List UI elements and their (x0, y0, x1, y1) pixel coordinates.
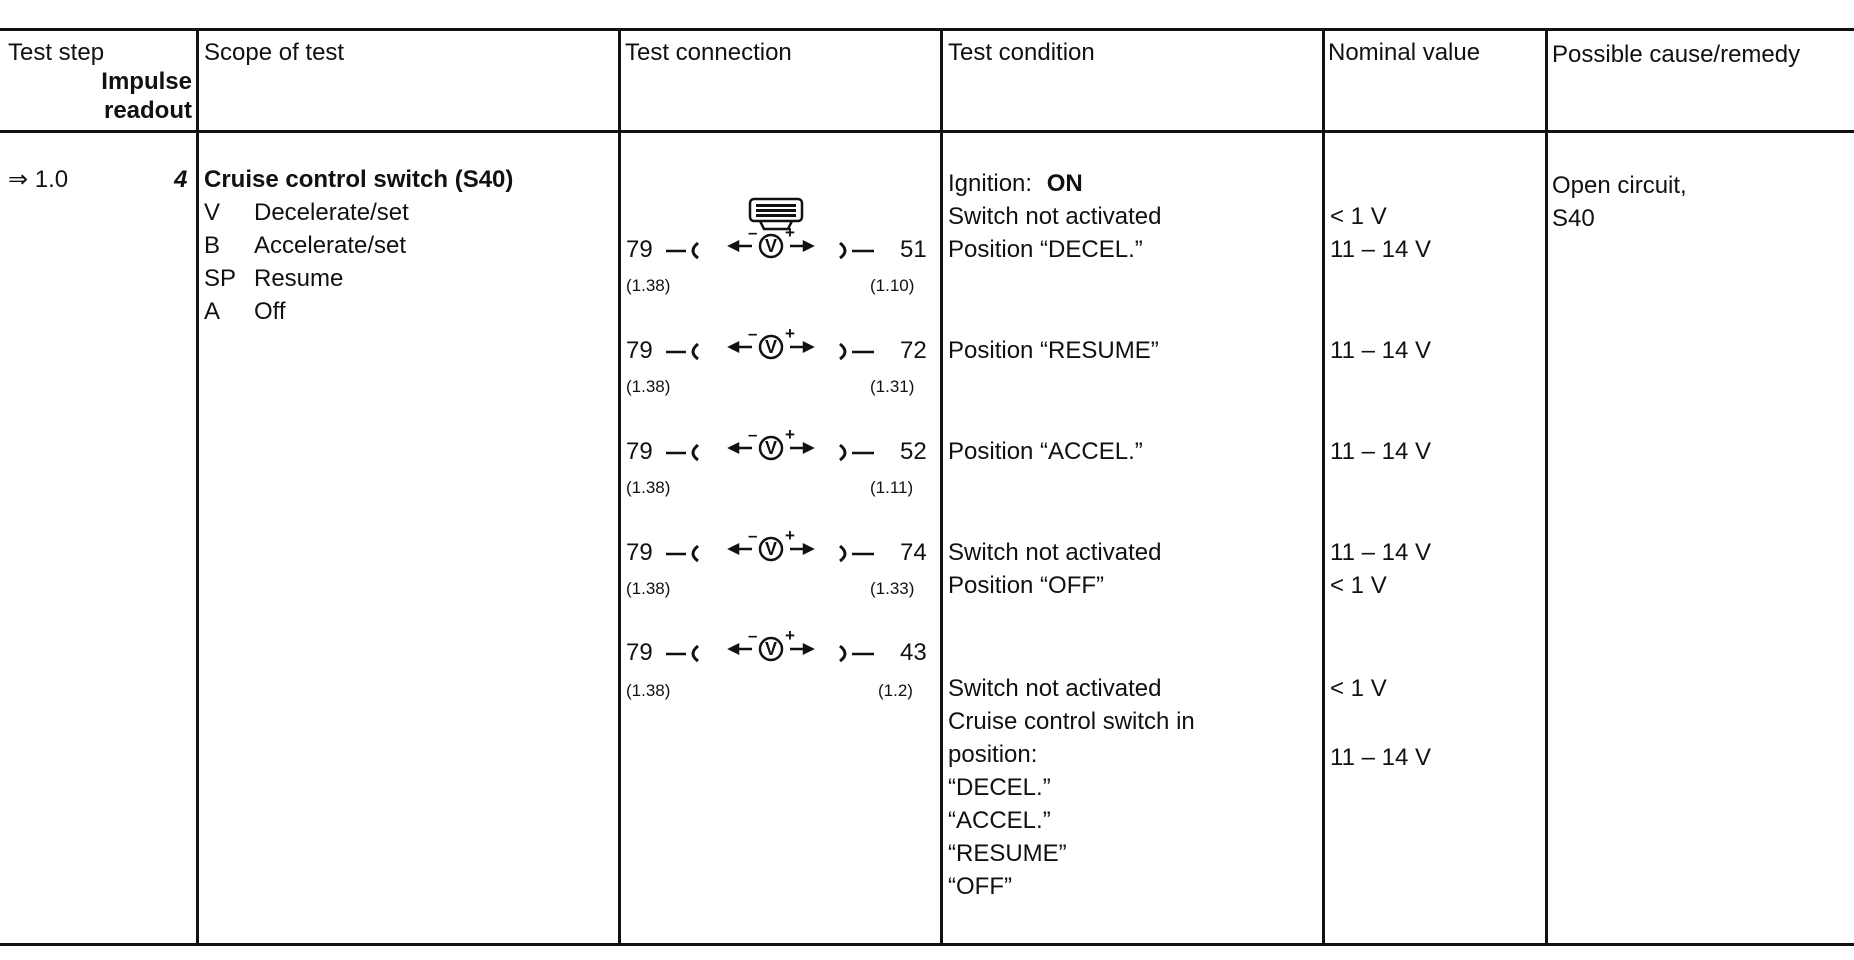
voltmeter-letter: V (765, 438, 778, 458)
voltmeter (726, 224, 816, 264)
ignition-condition (948, 168, 1083, 200)
remedy-line: Open circuit, (1552, 172, 1687, 199)
minus-sign: – (748, 324, 758, 343)
right-probe-icon (838, 641, 882, 665)
nominal-value: < 1 V (1330, 203, 1387, 230)
condition-line: position: (948, 741, 1038, 768)
nominal-value: 11 – 14 V (1330, 438, 1431, 465)
header-remedy: Possible cause/remedy (1552, 41, 1801, 68)
minus-sign: – (748, 223, 758, 242)
right-pin: 72 (900, 337, 927, 364)
condition-line: “OFF” (948, 873, 1012, 900)
left-pin-ref: (1.38) (626, 377, 671, 396)
left-pin-ref: (1.38) (626, 681, 671, 700)
column-divider-5 (1545, 28, 1548, 946)
voltmeter (726, 627, 816, 667)
nominal-value: < 1 V (1330, 675, 1387, 702)
voltmeter (726, 527, 816, 567)
scope-item-code: A (204, 298, 221, 325)
scope-item-code: SP (204, 265, 237, 292)
column-divider-1 (196, 28, 199, 946)
header-divider (0, 130, 1854, 133)
nominal-value: < 1 V (1330, 572, 1387, 599)
impulse-readout-value: 4 (174, 166, 188, 193)
voltmeter (726, 426, 816, 466)
minus-sign: – (748, 526, 758, 545)
column-divider-3 (940, 28, 943, 946)
condition-line: “RESUME” (948, 840, 1067, 867)
right-pin: 43 (900, 639, 927, 666)
condition-line: Position “OFF” (948, 572, 1105, 599)
scope-item-label: Accelerate/set (254, 232, 407, 259)
voltmeter-letter: V (765, 337, 778, 357)
right-pin-ref: (1.31) (870, 377, 915, 396)
remedy-line: S40 (1552, 205, 1595, 232)
column-divider-2 (618, 28, 621, 946)
table-bottom-border (0, 943, 1854, 946)
table-top-border (0, 28, 1854, 31)
scope-item-label: Off (254, 298, 286, 325)
ignition-value: ON (1046, 170, 1083, 197)
left-pin-ref: (1.38) (626, 579, 671, 598)
plus-sign: + (785, 626, 795, 645)
scope-item-code: B (204, 232, 221, 259)
header-test-step: Test step (8, 39, 105, 66)
header-nominal: Nominal value (1328, 39, 1481, 66)
header-readout: readout (103, 97, 192, 124)
minus-sign: – (748, 425, 758, 444)
scope-item-label: Decelerate/set (254, 199, 409, 226)
nominal-value: 11 – 14 V (1330, 744, 1431, 771)
left-probe-icon (664, 541, 704, 565)
right-pin-ref: (1.10) (870, 276, 915, 295)
condition-line: “DECEL.” (948, 774, 1051, 801)
left-pin: 79 (626, 337, 653, 364)
voltmeter (726, 325, 816, 365)
ignition-label: Ignition: (948, 170, 1033, 197)
right-pin-ref: (1.2) (878, 681, 913, 700)
left-pin: 79 (626, 438, 653, 465)
nominal-value: 11 – 14 V (1330, 337, 1431, 364)
left-probe-icon (664, 440, 704, 464)
header-condition: Test condition (948, 39, 1095, 66)
right-pin: 52 (900, 438, 927, 465)
scope-item-label: Resume (254, 265, 344, 292)
test-step-number: ⇒ 1.0 (8, 166, 69, 193)
scope-item-code: V (204, 199, 221, 226)
plus-sign: + (785, 425, 795, 444)
left-probe-icon (664, 339, 704, 363)
left-pin-ref: (1.38) (626, 478, 671, 497)
condition-line: Switch not activated (948, 203, 1162, 230)
minus-sign: – (748, 626, 758, 645)
header-impulse: Impulse (101, 68, 192, 95)
plus-sign: + (785, 526, 795, 545)
left-pin: 79 (626, 539, 653, 566)
right-pin-ref: (1.33) (870, 579, 915, 598)
header-connection: Test connection (625, 39, 792, 66)
condition-line: Position “RESUME” (948, 337, 1159, 364)
plus-sign: + (785, 223, 795, 242)
right-pin: 51 (900, 236, 927, 263)
column-divider-4 (1322, 28, 1325, 946)
left-pin: 79 (626, 639, 653, 666)
right-probe-icon (838, 238, 882, 262)
scope-title: Cruise control switch (S40) (204, 166, 514, 193)
condition-line: Position “DECEL.” (948, 236, 1143, 263)
header-scope: Scope of test (204, 39, 345, 66)
left-pin: 79 (626, 236, 653, 263)
right-probe-icon (838, 339, 882, 363)
left-pin-ref: (1.38) (626, 276, 671, 295)
voltmeter-letter: V (765, 539, 778, 559)
condition-line: Cruise control switch in (948, 708, 1195, 735)
voltmeter-letter: V (765, 236, 778, 256)
condition-line: Position “ACCEL.” (948, 438, 1143, 465)
left-probe-icon (664, 238, 704, 262)
plus-sign: + (785, 324, 795, 343)
right-probe-icon (838, 541, 882, 565)
nominal-value: 11 – 14 V (1330, 539, 1431, 566)
condition-line: “ACCEL.” (948, 807, 1051, 834)
left-probe-icon (664, 641, 704, 665)
condition-line: Switch not activated (948, 675, 1162, 702)
voltmeter-letter: V (765, 639, 778, 659)
right-pin: 74 (900, 539, 927, 566)
right-pin-ref: (1.11) (870, 478, 914, 497)
condition-line: Switch not activated (948, 539, 1162, 566)
right-probe-icon (838, 440, 882, 464)
nominal-value: 11 – 14 V (1330, 236, 1431, 263)
